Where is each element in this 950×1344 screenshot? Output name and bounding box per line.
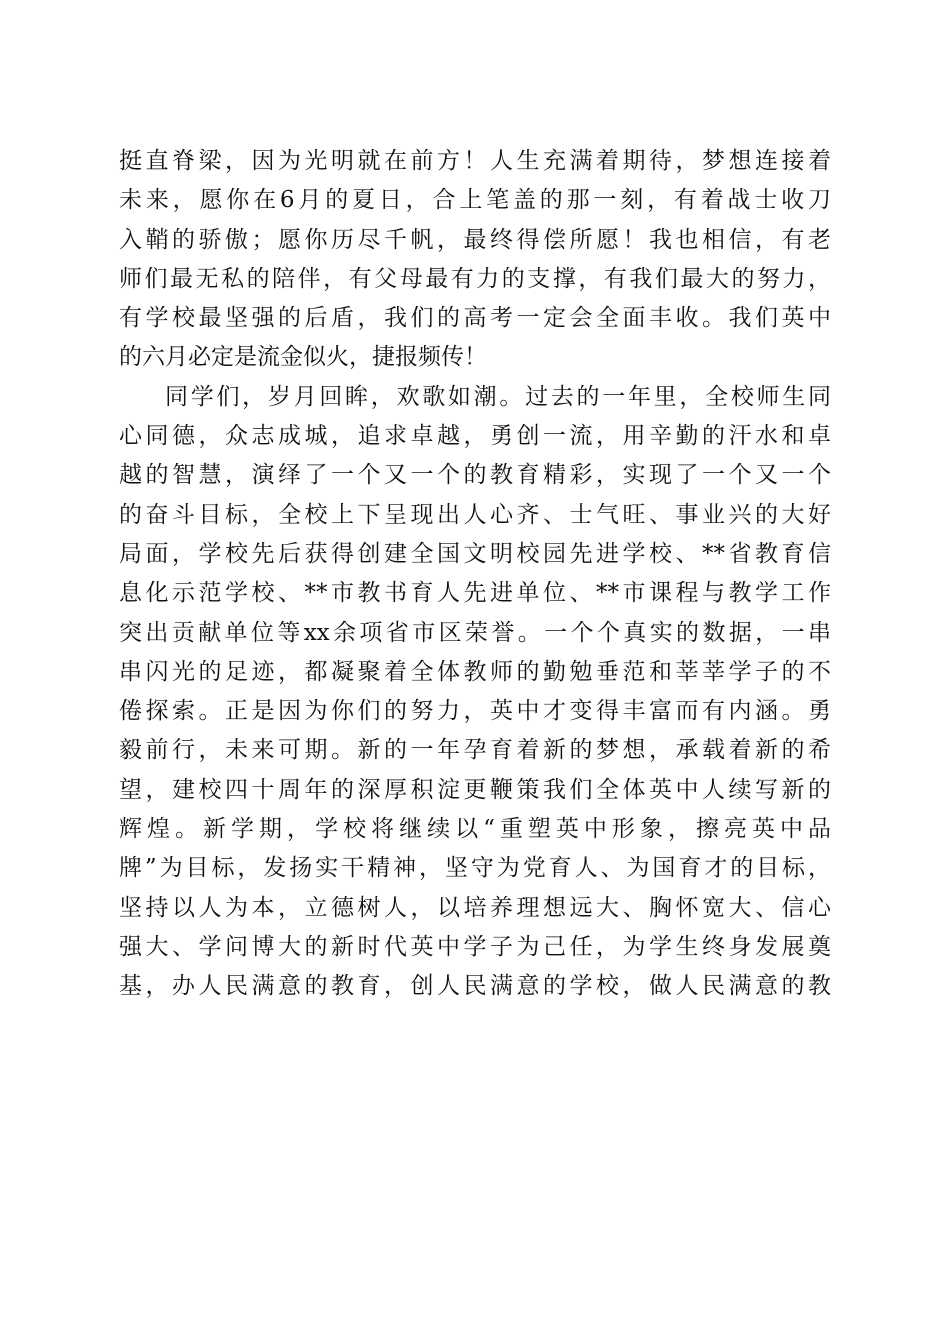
text-line: 有学校最坚强的后盾，我们的高考一定会全面丰收。我们英中 <box>119 305 831 332</box>
text-line: 毅前行，未来可期。新的一年孕育着新的梦想，承载着新的希 <box>119 737 831 764</box>
text-line: 局面，学校先后获得创建全国文明校园先进学校、**省教育信 <box>119 540 831 567</box>
text-line: 坚持以人为本，立德树人，以培养理想远大、胸怀宽大、信心 <box>119 894 831 921</box>
text-line: 的六月必定是流金似火，捷报频传！ <box>119 344 487 371</box>
text-line: 基，办人民满意的教育，创人民满意的学校，做人民满意的教 <box>119 973 831 1000</box>
text-line: 挺直脊梁，因为光明就在前方！人生充满着期待，梦想连接着 <box>119 148 831 174</box>
text-line: 牌”为目标，发扬实干精神，坚守为党育人、为国育才的目标， <box>119 855 831 882</box>
text-line: 突出贡献单位等xx余项省市区荣誉。一个个真实的数据，一串 <box>119 619 831 646</box>
text-line: 望，建校四十周年的深厚积淀更鞭策我们全体英中人续写新的 <box>119 776 831 803</box>
paragraph-1 <box>119 142 831 378</box>
text-line: 同学们，岁月回眸，欢歌如潮。过去的一年里，全校师生同 <box>165 383 831 410</box>
text-line: 串闪光的足迹，都凝聚着全体教师的勤勉垂范和莘莘学子的不 <box>119 658 831 685</box>
body-text <box>119 142 831 1007</box>
text-line: 未来，愿你在6月的夏日，合上笔盖的那一刻，有着战士收刀 <box>119 187 831 214</box>
text-line: 倦探索。正是因为你们的努力，英中才变得丰富而有内涵。勇 <box>119 698 831 725</box>
text-line: 师们最无私的陪伴，有父母最有力的支撑，有我们最大的努力， <box>119 265 831 292</box>
text-line: 的奋斗目标，全校上下呈现出人心齐、士气旺、事业兴的大好 <box>119 501 831 528</box>
text-line: 强大、学问博大的新时代英中学子为己任，为学生终身发展奠 <box>119 933 831 960</box>
text-line: 辉煌。新学期，学校将继续以“重塑英中形象，擦亮英中品 <box>119 816 831 843</box>
text-line: 入鞘的骄傲；愿你历尽千帆，最终得偿所愿！我也相信，有老 <box>119 226 831 253</box>
text-line: 心同德，众志成城，追求卓越，勇创一流，用辛勤的汗水和卓 <box>119 423 831 450</box>
text-line: 息化示范学校、**市教书育人先进单位、**市课程与教学工作 <box>119 580 831 607</box>
paragraph-2 <box>119 378 831 1007</box>
text-line: 越的智慧，演绎了一个又一个的教育精彩，实现了一个又一个 <box>119 462 831 489</box>
